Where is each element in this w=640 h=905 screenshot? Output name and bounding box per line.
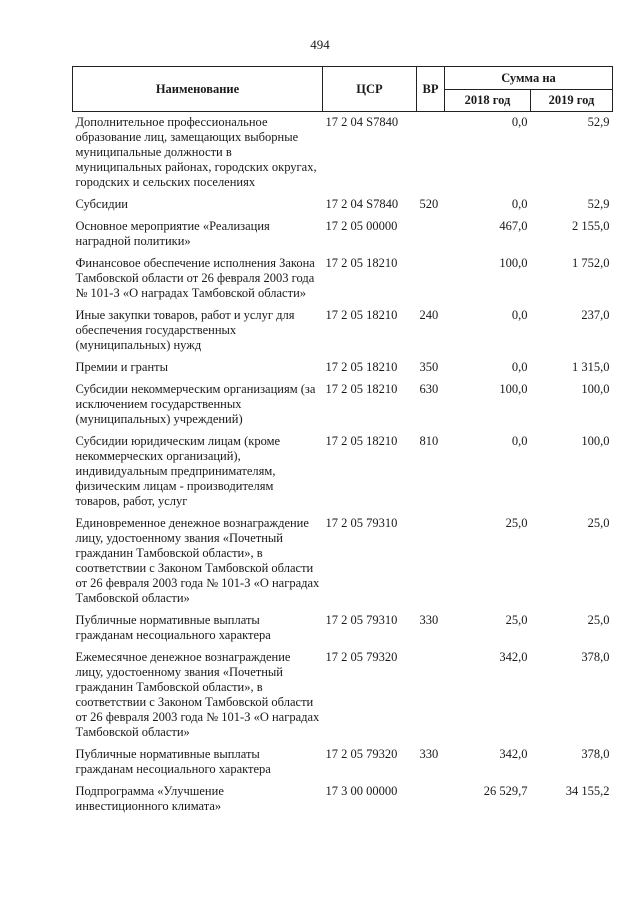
row-name: Ежемесячное денежное вознаграждение лицу, удостоенному звания «Почетный гражданин Тамбовской области», в соответствии с Законом Тамбовской области от 26 февраля 2003 года № 101-З «О наградах Тамбовской области» bbox=[75, 650, 320, 739]
row-vr bbox=[417, 112, 445, 195]
row-sum-2018: 25,0 bbox=[505, 516, 528, 530]
row-sum-2019: 1 315,0 bbox=[572, 360, 610, 374]
budget-table bbox=[72, 66, 613, 818]
row-vr: 630 bbox=[419, 382, 439, 396]
row-csr: 17 3 00 00000 bbox=[325, 784, 398, 798]
row-name: Публичные нормативные выплаты гражданам несоциального характера bbox=[75, 613, 271, 642]
row-sum-2018: 467,0 bbox=[499, 219, 528, 233]
row-csr: 17 2 05 79320 bbox=[325, 650, 398, 664]
row-name: Субсидии некоммерческим организациям (за исключением государственных (муниципальных) учреждений) bbox=[75, 382, 316, 426]
table-body bbox=[73, 112, 613, 819]
row-sum-2018: 0,0 bbox=[511, 115, 528, 129]
row-sum-2019: 100,0 bbox=[581, 434, 610, 448]
row-vr: 330 bbox=[419, 747, 439, 761]
table-row bbox=[73, 647, 613, 744]
row-csr: 17 2 05 79310 bbox=[325, 613, 398, 627]
row-csr: 17 2 05 18210 bbox=[325, 360, 398, 374]
row-vr: 240 bbox=[419, 308, 439, 322]
row-sum-2018: 342,0 bbox=[499, 747, 528, 761]
row-vr bbox=[417, 216, 445, 253]
row-sum-2019: 100,0 bbox=[581, 382, 610, 396]
row-vr bbox=[417, 253, 445, 305]
row-sum-2018: 100,0 bbox=[499, 256, 528, 270]
row-name: Публичные нормативные выплаты гражданам несоциального характера bbox=[75, 747, 271, 776]
row-sum-2018: 342,0 bbox=[499, 650, 528, 664]
row-name: Субсидии bbox=[75, 197, 128, 211]
row-name: Иные закупки товаров, работ и услуг для обеспечения государственных (муниципальных) нужд bbox=[75, 308, 295, 352]
row-vr: 520 bbox=[419, 197, 439, 211]
row-sum-2019: 52,9 bbox=[587, 115, 610, 129]
row-csr: 17 2 05 79320 bbox=[325, 747, 398, 761]
row-sum-2019: 237,0 bbox=[581, 308, 610, 322]
row-name: Единовременное денежное вознаграждение лицу, удостоенному звания «Почетный гражданин Тамбовской области», в соответствии с Законом Тамбовской области от 26 февраля 2003 года № 101-З «О наградах Тамбовской области» bbox=[75, 516, 320, 605]
table-row bbox=[73, 253, 613, 305]
row-name: Основное мероприятие «Реализация наградной политики» bbox=[75, 219, 270, 248]
row-sum-2019: 25,0 bbox=[587, 516, 610, 530]
table-row bbox=[73, 610, 613, 647]
table-row bbox=[73, 379, 613, 431]
row-sum-2019: 378,0 bbox=[581, 747, 610, 761]
row-sum-2018: 100,0 bbox=[499, 382, 528, 396]
table-row bbox=[73, 431, 613, 513]
table-row bbox=[73, 781, 613, 818]
header-csr: ЦСР bbox=[323, 67, 417, 112]
row-csr: 17 2 05 18210 bbox=[325, 256, 398, 270]
row-sum-2019: 1 752,0 bbox=[572, 256, 610, 270]
header-name: Наименование bbox=[73, 67, 323, 112]
header-sum-group: Сумма на bbox=[445, 67, 613, 90]
row-vr bbox=[417, 513, 445, 610]
row-csr: 17 2 05 00000 bbox=[325, 219, 398, 233]
row-vr: 810 bbox=[419, 434, 439, 448]
row-csr: 17 2 05 18210 bbox=[325, 308, 398, 322]
table-row bbox=[73, 112, 613, 195]
row-name: Премии и гранты bbox=[75, 360, 169, 374]
row-name: Дополнительное профессиональное образование лиц, замещающих выборные муниципальные должности в муниципальных районах, городских округах, городских и сельских поселениях bbox=[75, 115, 317, 189]
table-row bbox=[73, 513, 613, 610]
header-vr: ВР bbox=[417, 67, 445, 112]
row-name: Субсидии юридическим лицам (кроме некоммерческих организаций), индивидуальным предпринимателям, физическим лицам - производителям товаров, работ, услуг bbox=[75, 434, 281, 508]
row-vr bbox=[417, 647, 445, 744]
row-csr: 17 2 04 S7840 bbox=[325, 197, 399, 211]
row-csr: 17 2 05 18210 bbox=[325, 382, 398, 396]
page-number: 494 bbox=[310, 37, 330, 52]
row-sum-2018: 25,0 bbox=[505, 613, 528, 627]
table-row bbox=[73, 357, 613, 379]
table-row bbox=[73, 194, 613, 216]
row-sum-2018: 0,0 bbox=[511, 434, 528, 448]
row-name: Подпрограмма «Улучшение инвестиционного климата» bbox=[75, 784, 224, 813]
row-csr: 17 2 05 79310 bbox=[325, 516, 398, 530]
row-vr bbox=[417, 781, 445, 818]
row-sum-2019: 2 155,0 bbox=[572, 219, 610, 233]
table-row bbox=[73, 744, 613, 781]
row-name: Финансовое обеспечение исполнения Закона Тамбовской области от 26 февраля 2003 года № 101-З «О наградах Тамбовской области» bbox=[75, 256, 315, 300]
row-vr: 350 bbox=[419, 360, 439, 374]
row-sum-2019: 378,0 bbox=[581, 650, 610, 664]
header-year-2018: 2018 год bbox=[445, 90, 531, 112]
row-sum-2018: 0,0 bbox=[511, 360, 528, 374]
row-csr: 17 2 04 S7840 bbox=[325, 115, 399, 129]
table-header bbox=[73, 67, 613, 112]
row-vr: 330 bbox=[419, 613, 439, 627]
row-sum-2019: 25,0 bbox=[587, 613, 610, 627]
row-sum-2019: 52,9 bbox=[587, 197, 610, 211]
table-row bbox=[73, 216, 613, 253]
row-csr: 17 2 05 18210 bbox=[325, 434, 398, 448]
row-sum-2018: 0,0 bbox=[511, 197, 528, 211]
row-sum-2018: 0,0 bbox=[511, 308, 528, 322]
row-sum-2018: 26 529,7 bbox=[483, 784, 528, 798]
header-year-2019: 2019 год bbox=[531, 90, 613, 112]
row-sum-2019: 34 155,2 bbox=[565, 784, 610, 798]
table-row bbox=[73, 305, 613, 357]
